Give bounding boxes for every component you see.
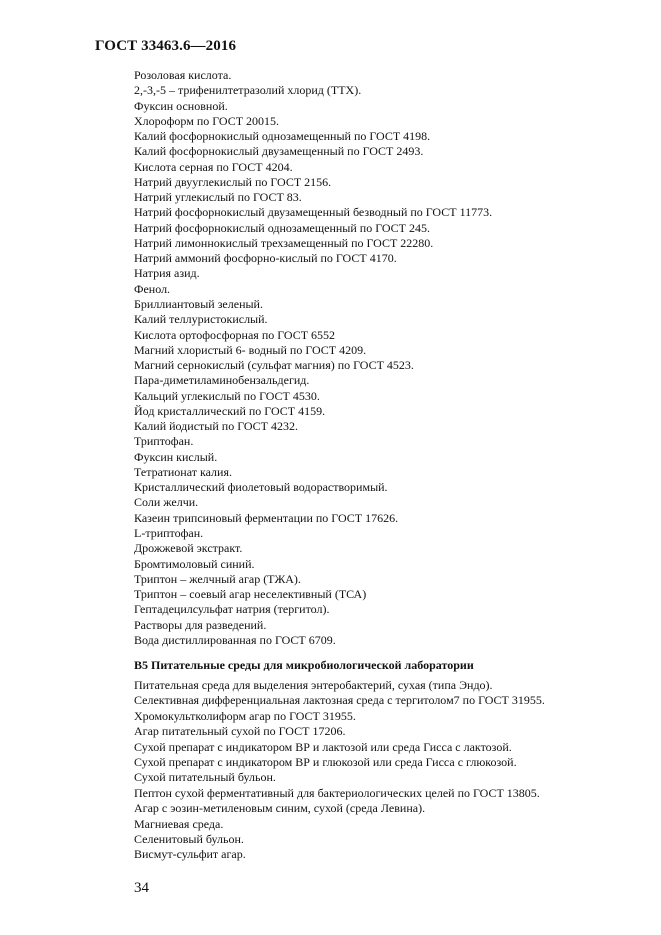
list-item: Натрий фосфорнокислый однозамещенный по ГОСТ 245. xyxy=(134,220,430,235)
reagents-list xyxy=(134,68,634,648)
list-item: Калий фосфорнокислый однозамещенный по ГОСТ 4198. xyxy=(134,129,431,144)
list-item: Натрий лимоннокислый трехзамещенный по ГОСТ 22280. xyxy=(134,235,434,250)
list-item: Кислота серная по ГОСТ 4204. xyxy=(134,159,293,174)
list-item: Магний сернокислый (сульфат магния) по ГОСТ 4523. xyxy=(134,358,414,373)
list-item: Пара-диметиламинобензальдегид. xyxy=(134,373,310,388)
list-item: Гептадецилсульфат натрия (тергитол). xyxy=(134,602,330,617)
list-item: Калий фосфорнокислый двузамещенный по ГОСТ 2493. xyxy=(134,144,424,159)
section-b5-heading: В5 Питательные среды для микробиологической лаборатории xyxy=(134,658,474,672)
list-item: Фуксин основной. xyxy=(134,98,228,113)
list-item: Триптон – желчный агар (ТЖА). xyxy=(134,571,301,586)
list-item: Калий йодистый по ГОСТ 4232. xyxy=(134,419,298,434)
list-item: Соли желчи. xyxy=(134,495,199,510)
list-item: Натрий аммоний фосфорно-кислый по ГОСТ 4170. xyxy=(134,251,397,266)
list-item: Розоловая кислота. xyxy=(134,68,232,82)
list-item: Магний хлористый 6- водный по ГОСТ 4209. xyxy=(134,342,367,357)
list-item: Магниевая среда. xyxy=(134,816,224,831)
list-item: Сухой питательный бульон. xyxy=(134,770,276,785)
media-list xyxy=(134,678,644,863)
list-item: Фуксин кислый. xyxy=(134,449,218,464)
list-item: Натрий углекислый по ГОСТ 83. xyxy=(134,190,302,205)
list-item: Йод кристаллический по ГОСТ 4159. xyxy=(134,403,326,418)
list-item: Бромтимоловый синий. xyxy=(134,556,255,571)
list-item: Дрожжевой экстракт. xyxy=(134,541,243,556)
list-item: Кальций углекислый по ГОСТ 4530. xyxy=(134,388,320,403)
list-item: Кристаллический фиолетовый водорастворимый. xyxy=(134,480,388,495)
list-item: Триптон – соевый агар неселективный (ТСА) xyxy=(134,587,367,602)
list-item: Натрий двууглекислый по ГОСТ 2156. xyxy=(134,174,332,189)
page-number: 34 xyxy=(134,880,149,896)
list-item: Казеин трипсиновый ферментации по ГОСТ 17626. xyxy=(134,510,399,525)
list-item: Сухой препарат с индикатором ВР и глюкозой или среда Гисса с глюкозой. xyxy=(134,754,517,769)
list-item: Селенитовый бульон. xyxy=(134,831,244,846)
list-item: Фенол. xyxy=(134,281,171,296)
list-item: L-триптофан. xyxy=(134,525,204,540)
list-item: Калий теллуристокислый. xyxy=(134,312,268,327)
list-item: Хлороформ по ГОСТ 20015. xyxy=(134,113,280,128)
list-item: Натрия азид. xyxy=(134,266,200,281)
list-item: Питательная среда для выделения энтеробактерий, сухая (типа Эндо). xyxy=(134,678,493,692)
list-item: Висмут-сульфит агар. xyxy=(134,847,246,862)
list-item: Растворы для разведений. xyxy=(134,617,267,632)
list-item: Сухой препарат с индикатором ВР и лактозой или среда Гисса с лактозой. xyxy=(134,739,512,754)
list-item: Тетратионат калия. xyxy=(134,464,232,479)
list-item: Вода дистиллированная по ГОСТ 6709. xyxy=(134,632,336,647)
list-item: 2,-3,-5 – трифенилтетразолий хлорид (ТТХ). xyxy=(134,83,362,98)
list-item: Натрий фосфорнокислый двузамещенный безводный по ГОСТ 11773. xyxy=(134,205,493,220)
list-item: Агар питательный сухой по ГОСТ 17206. xyxy=(134,724,346,739)
list-item: Триптофан. xyxy=(134,434,194,449)
list-item: Селективная дифференциальная лактозная среда с тергитолом7 по ГОСТ 31955. xyxy=(134,693,545,708)
list-item: Бриллиантовый зеленый. xyxy=(134,296,263,311)
document-header-title: ГОСТ 33463.6—2016 xyxy=(95,38,237,54)
list-item: Агар с эозин-метиленовым синим, сухой (среда Левина). xyxy=(134,801,426,816)
list-item: Кислота ортофосфорная по ГОСТ 6552 xyxy=(134,327,336,342)
list-item: Пептон сухой ферментативный для бактериологических целей по ГОСТ 13805. xyxy=(134,785,540,800)
list-item: Хромокультколиформ агар по ГОСТ 31955. xyxy=(134,708,356,723)
